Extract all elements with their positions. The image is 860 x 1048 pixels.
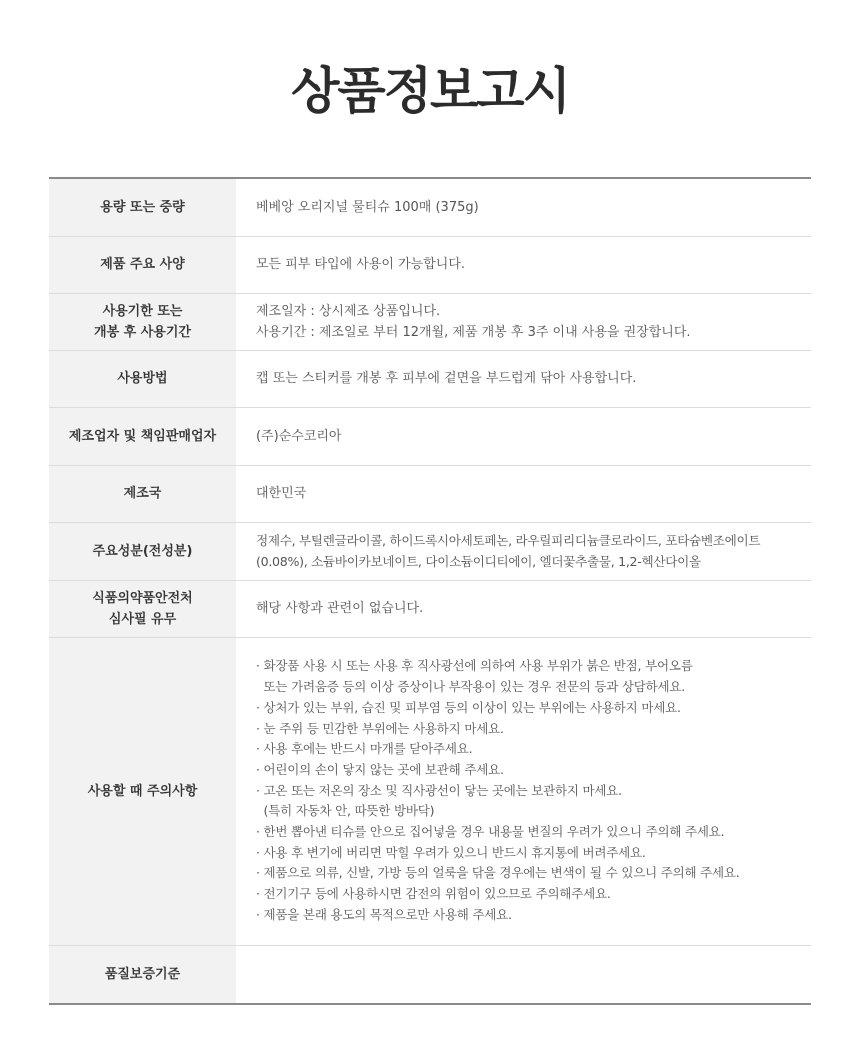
caution-item: · 사용 후에는 반드시 마개를 닫아주세요.	[256, 741, 473, 757]
caution-item: · 제품으로 의류, 신발, 가방 등의 얼룩을 닦을 경우에는 변색이 될 수 있으니 주의해 주세요.	[256, 865, 740, 881]
row-value	[236, 522, 811, 580]
table-row-usage	[49, 350, 811, 407]
value-line: 정제수, 부틸렌글라이콜, 하이드록시아세토페논, 라우릴피리디늄클로라이드, 포타슘벤조에이트	[256, 533, 761, 548]
label-line: 사용방법	[117, 371, 168, 386]
page-title: 상품정보고시	[291, 62, 569, 120]
value-line: (주)순수코리아	[256, 428, 342, 444]
table-row-ingredients	[49, 522, 811, 580]
label-line: 식품의약품안전처	[92, 590, 193, 606]
value-line: 제조일자 : 상시제조 상품입니다.	[256, 303, 441, 319]
value-line: 모든 피부 타입에 사용이 가능합니다.	[256, 257, 466, 272]
row-label	[49, 465, 236, 522]
label-line: 사용할 때 주의사항	[87, 783, 198, 799]
caution-item: (특히 자동차 안, 따뜻한 방바닥)	[256, 803, 435, 819]
row-label	[49, 637, 236, 945]
value-line: (0.08%), 소듐바이카보네이트, 다이소듐이디티에이, 엘더꽃추출물, 1,2-헥산다이올	[256, 554, 701, 569]
row-value	[236, 350, 811, 407]
value-line: 사용기간 : 제조일로 부터 12개월, 제품 개봉 후 3주 이내 사용을 권장합니다.	[256, 324, 691, 340]
label-line: 제품 주요 사양	[100, 257, 185, 272]
table-row-mfds-review	[49, 580, 811, 637]
label-line: 제조국	[123, 486, 162, 501]
caution-item: · 어린이의 손이 닿지 않는 곳에 보관해 주세요.	[256, 761, 504, 777]
row-value	[236, 465, 811, 522]
table-row-quality-standard	[49, 945, 811, 1004]
row-value	[236, 293, 811, 350]
value-line: 베베앙 오리지널 물티슈 100매 (375g)	[256, 199, 479, 215]
table-row-capacity	[49, 178, 811, 236]
product-info-table	[49, 177, 811, 1005]
row-label	[49, 293, 236, 350]
row-value	[236, 178, 811, 236]
row-label	[49, 945, 236, 1004]
row-label	[49, 522, 236, 580]
table-row-specs	[49, 236, 811, 293]
row-label	[49, 236, 236, 293]
value-line: 해당 사항과 관련이 없습니다.	[256, 601, 424, 616]
caution-item: · 상처가 있는 부위, 습진 및 피부염 등의 이상이 있는 부위에는 사용하지 마세요.	[256, 699, 681, 715]
label-line: 용량 또는 중량	[100, 199, 185, 215]
label-line: 심사필 유무	[108, 611, 177, 627]
caution-item: · 사용 후 변기에 버리면 막힐 우려가 있으니 반드시 휴지통에 버려주세요.	[256, 844, 646, 860]
caution-item: · 전기기구 등에 사용하시면 감전의 위험이 있으므로 주의해주세요.	[256, 886, 611, 902]
row-label	[49, 407, 236, 465]
caution-item: 또는 가려움증 등의 이상 증상이나 부작용이 있는 경우 전문의 등과 상담하세요.	[256, 679, 686, 695]
table-row-expiry	[49, 293, 811, 350]
row-value	[236, 637, 811, 945]
row-value	[236, 580, 811, 637]
caution-item: · 고온 또는 저온의 장소 및 직사광선이 닿는 곳에는 보관하지 마세요.	[256, 782, 622, 798]
row-value	[236, 407, 811, 465]
value-line: 대한민국	[256, 486, 307, 501]
caution-item: · 화장품 사용 시 또는 사용 후 직사광선에 의하여 사용 부위가 붉은 반점, 부어오름	[256, 658, 693, 674]
label-line: 품질보증기준	[104, 966, 181, 982]
row-value	[236, 945, 811, 1004]
row-label	[49, 178, 236, 236]
value-line: 캡 또는 스티커를 개봉 후 피부에 겉면을 부드럽게 닦아 사용합니다.	[256, 371, 637, 386]
table-row-manufacturer	[49, 407, 811, 465]
caution-item: · 한번 뽑아낸 티슈를 안으로 집어넣을 경우 내용물 변질의 우려가 있으니 주의해 주세요.	[256, 824, 725, 840]
table-row-country	[49, 465, 811, 522]
table-row-cautions	[49, 637, 811, 945]
label-line: 사용기한 또는	[102, 303, 183, 319]
row-value	[236, 236, 811, 293]
caution-item: · 눈 주위 등 민감한 부위에는 사용하지 마세요.	[256, 720, 504, 736]
label-line: 주요성분(전성분)	[92, 543, 193, 559]
label-line: 개봉 후 사용기간	[94, 324, 191, 340]
label-line: 제조업자 및 책임판매업자	[68, 428, 217, 444]
caution-item: · 제품을 본래 용도의 목적으로만 사용해 주세요.	[256, 906, 512, 922]
row-label	[49, 350, 236, 407]
row-label	[49, 580, 236, 637]
